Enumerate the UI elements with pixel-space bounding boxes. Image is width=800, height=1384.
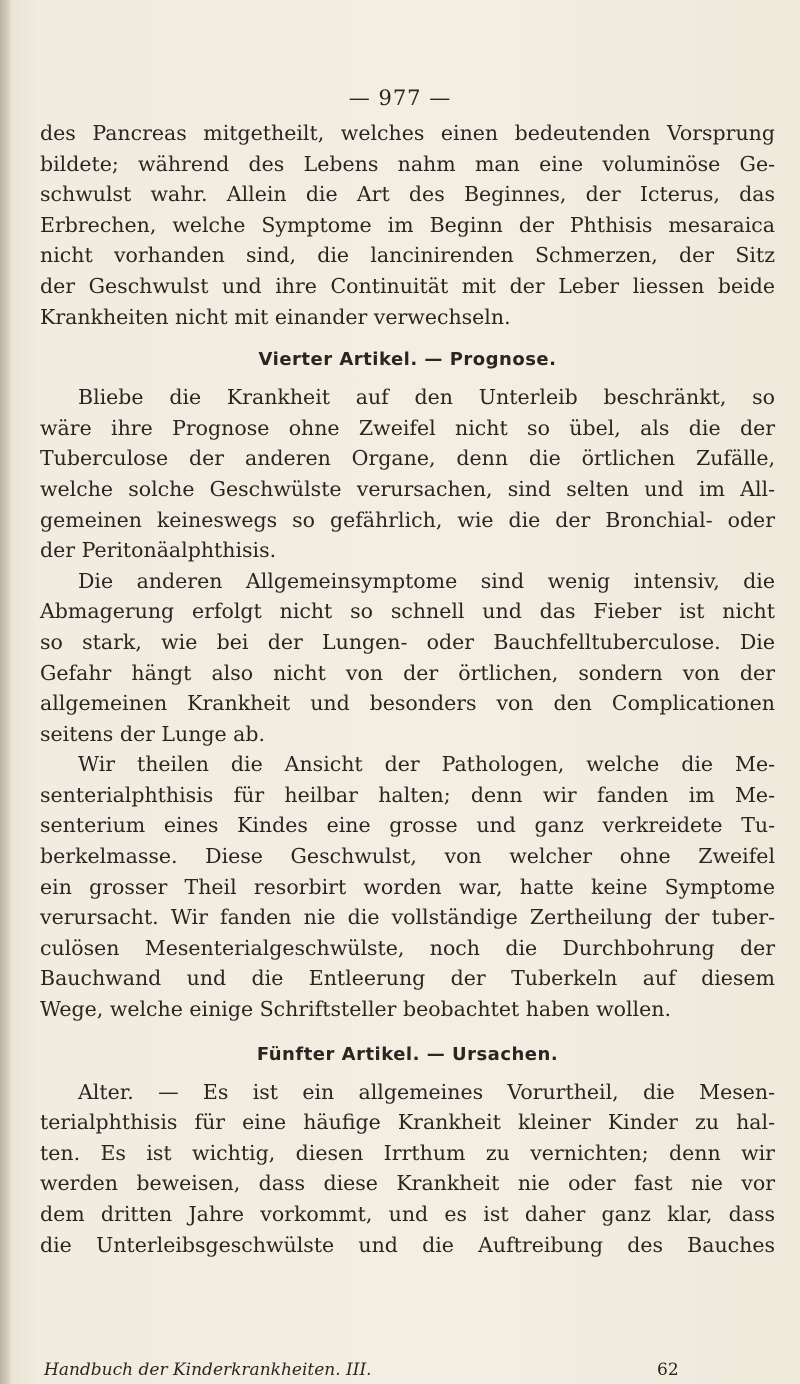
- text-line: nicht vorhanden sind, die lancinirenden Schmerzen, der Sitz: [40, 243, 775, 268]
- paragraph-1: [40, 118, 775, 332]
- section-heading-ursachen: Fünfter Artikel. — Ursachen.: [256, 1043, 559, 1065]
- text-line: Die anderen Allgemeinsymptome sind wenig intensiv, die: [78, 568, 775, 593]
- paragraph-4: [40, 749, 775, 1024]
- text-line: gemeinen keineswegs so gefährlich, wie die der Bronchial- oder: [40, 507, 775, 532]
- text-line: schwulst wahr. Allein die Art des Beginnes, der Icterus, das: [40, 182, 775, 207]
- page-footer: [44, 1360, 744, 1380]
- text-line: Tuberculose der anderen Organe, denn die örtlichen Zufälle,: [40, 446, 775, 471]
- text-line: Erbrechen, welche Symptome im Beginn der Phthisis mesaraica: [40, 212, 775, 237]
- text-line: senterialphthisis für heilbar halten; denn wir fanden im Me-: [40, 782, 775, 807]
- text-line: verursacht. Wir fanden nie die vollständige Zertheilung der tuber-: [40, 905, 775, 930]
- text-line: Wir theilen die Ansicht der Pathologen, welche die Me-: [78, 752, 775, 777]
- text-line: berkelmasse. Diese Geschwulst, von welcher ohne Zweifel: [40, 844, 775, 869]
- text-line: Wege, welche einige Schriftsteller beobachtet haben wollen.: [40, 997, 671, 1022]
- paragraph-2: [40, 382, 775, 566]
- text-line: ein grosser Theil resorbirt worden war, hatte keine Symptome: [40, 874, 775, 899]
- body-text: [40, 118, 775, 1260]
- text-line: Alter. — Es ist ein allgemeines Vorurtheil, die Mesen-: [78, 1079, 775, 1104]
- text-line: Abmagerung erfolgt nicht so schnell und das Fieber ist nicht: [40, 599, 775, 624]
- text-line: allgemeinen Krankheit und besonders von den Complicationen: [40, 691, 775, 716]
- paragraph-5: [40, 1077, 775, 1261]
- text-line: wäre ihre Prognose ohne Zweifel nicht so übel, als die der: [40, 415, 775, 440]
- text-line: der Geschwulst und ihre Continuität mit der Leber liessen beide: [40, 273, 775, 298]
- text-line: Bliebe die Krankheit auf den Unterleib beschränkt, so: [78, 385, 775, 410]
- text-line: Bauchwand und die Entleerung der Tuberkeln auf diesem: [40, 966, 775, 991]
- text-line: seitens der Lunge ab.: [40, 721, 266, 746]
- text-line: welche solche Geschwülste verursachen, sind selten und im All-: [40, 476, 775, 501]
- page-number: — 977 —: [348, 86, 452, 110]
- text-line: terialphthisis für eine häufige Krankheit kleiner Kinder zu hal-: [40, 1110, 775, 1135]
- text-line: des Pancreas mitgetheilt, welches einen bedeutenden Vorsprung: [40, 121, 775, 145]
- text-line: werden beweisen, dass diese Krankheit nie oder fast nie vor: [40, 1171, 775, 1196]
- text-line: die Unterleibsgeschwülste und die Auftreibung des Bauches: [40, 1232, 775, 1257]
- text-line: so stark, wie bei der Lungen- oder Bauchfelltuberculose. Die: [40, 629, 775, 654]
- text-line: der Peritonäalphthisis.: [40, 538, 277, 563]
- text-line: culösen Mesenterialgeschwülste, noch die Durchbohrung der: [40, 935, 775, 960]
- text-line: ten. Es ist wichtig, diesen Irrthum zu vernichten; denn wir: [40, 1140, 775, 1165]
- footer-title: Handbuch der Kinderkrankheiten. III.: [44, 1360, 372, 1380]
- text-line: dem dritten Jahre vorkommt, und es ist daher ganz klar, dass: [40, 1202, 775, 1226]
- paragraph-3: [40, 566, 775, 750]
- text-line: Krankheiten nicht mit einander verwechseln.: [40, 304, 511, 329]
- page-binding-edge: [0, 0, 10, 1384]
- signature-mark: 62: [657, 1360, 679, 1380]
- text-line: bildete; während des Lebens nahm man eine voluminöse Ge-: [40, 151, 775, 176]
- text-line: Gefahr hängt also nicht von der örtlichen, sondern von der: [40, 660, 775, 685]
- text-line: senterium eines Kindes eine grosse und ganz verkreidete Tu-: [40, 813, 775, 838]
- section-heading-prognose: Vierter Artikel. — Prognose.: [258, 349, 557, 371]
